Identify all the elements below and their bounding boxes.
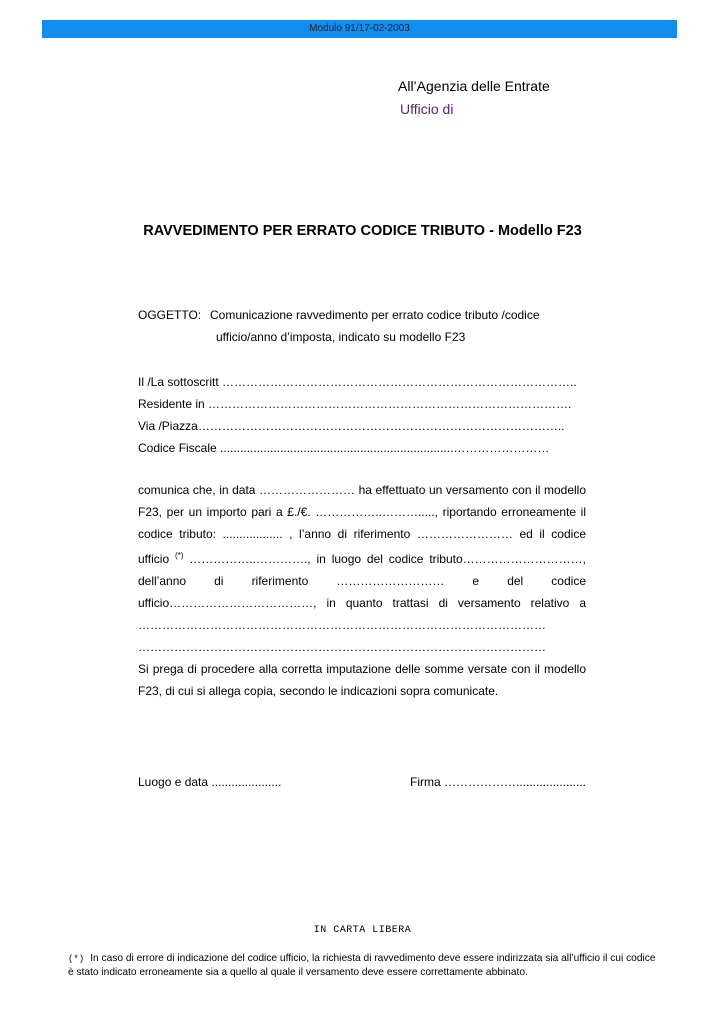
field-name[interactable]: Il /La sottoscritt …………………………………………………………………………….. <box>138 375 577 389</box>
subject-label: OGGETTO: <box>138 308 202 322</box>
recipient-agency: All’Agenzia delle Entrate <box>398 78 550 94</box>
place-date-field[interactable]: Luogo e data ..................... <box>138 775 282 789</box>
field-street[interactable]: Via /Piazza……………………………………………………………………………….. <box>138 419 565 433</box>
footnote-reference: (*) <box>175 551 184 560</box>
stamp-note: IN CARTA LIBERA <box>313 925 412 936</box>
footnote-text: In caso di errore di indicazione del codice ufficio, la richiesta di ravvedimento deve essere indirizzata sia all’ufficio il cui codice è stato indicato erroneamente sia a quello al quale il versamento deve essere correttamente abbinato. <box>68 953 656 978</box>
signature-row <box>138 771 588 793</box>
form-code-banner <box>42 20 677 38</box>
recipient-office: Ufficio di <box>400 101 454 117</box>
document-title: RAVVEDIMENTO PER ERRATO CODICE TRIBUTO - Modello F23 <box>143 223 582 239</box>
footnote <box>68 952 660 979</box>
recipient-block <box>398 75 550 121</box>
personal-fields <box>138 371 588 459</box>
declaration-text-a: comunica che, in data …………………… ha effettuato un versamento con il modello F23, per un importo pari a £./€. ……………..………....., riportando erroneamente il codice tributo: .................. , l’anno di riferimento …………………… ed il codice ufficio <box>138 483 586 566</box>
subject-line-2: ufficio/anno d’imposta, indicato su modello F23 <box>216 330 466 344</box>
declaration-text-b: ……………..…………., in luogo del codice tributo…………………………, dell’anno di riferimento ……………………… e del codice ufficio………………………………, in quanto trattasi di versamento relativo a ………………………………………………………………………………………… ………………………………………………………………………………………… <box>138 552 587 654</box>
field-tax-code[interactable]: Codice Fiscale ......................................................................…………………… <box>138 441 550 455</box>
request-paragraph: Si prega di procedere alla corretta imputazione delle somme versate con il modello F23, di cui si allega copia, secondo le indicazioni sopra comunicate. <box>138 662 586 698</box>
declaration-paragraph <box>138 479 586 658</box>
subject-block <box>138 304 540 348</box>
declaration-body <box>138 479 586 702</box>
subject-line-1: Comunicazione ravvedimento per errato codice tributo /codice <box>210 308 540 322</box>
field-residence[interactable]: Residente in ………………………………………………………………………………. <box>138 397 572 411</box>
signature-field[interactable]: Firma ………………..................... <box>410 775 587 789</box>
form-code: Modulo 91/17-02-2003 <box>309 23 410 34</box>
footnote-mark: (*) <box>68 954 85 964</box>
